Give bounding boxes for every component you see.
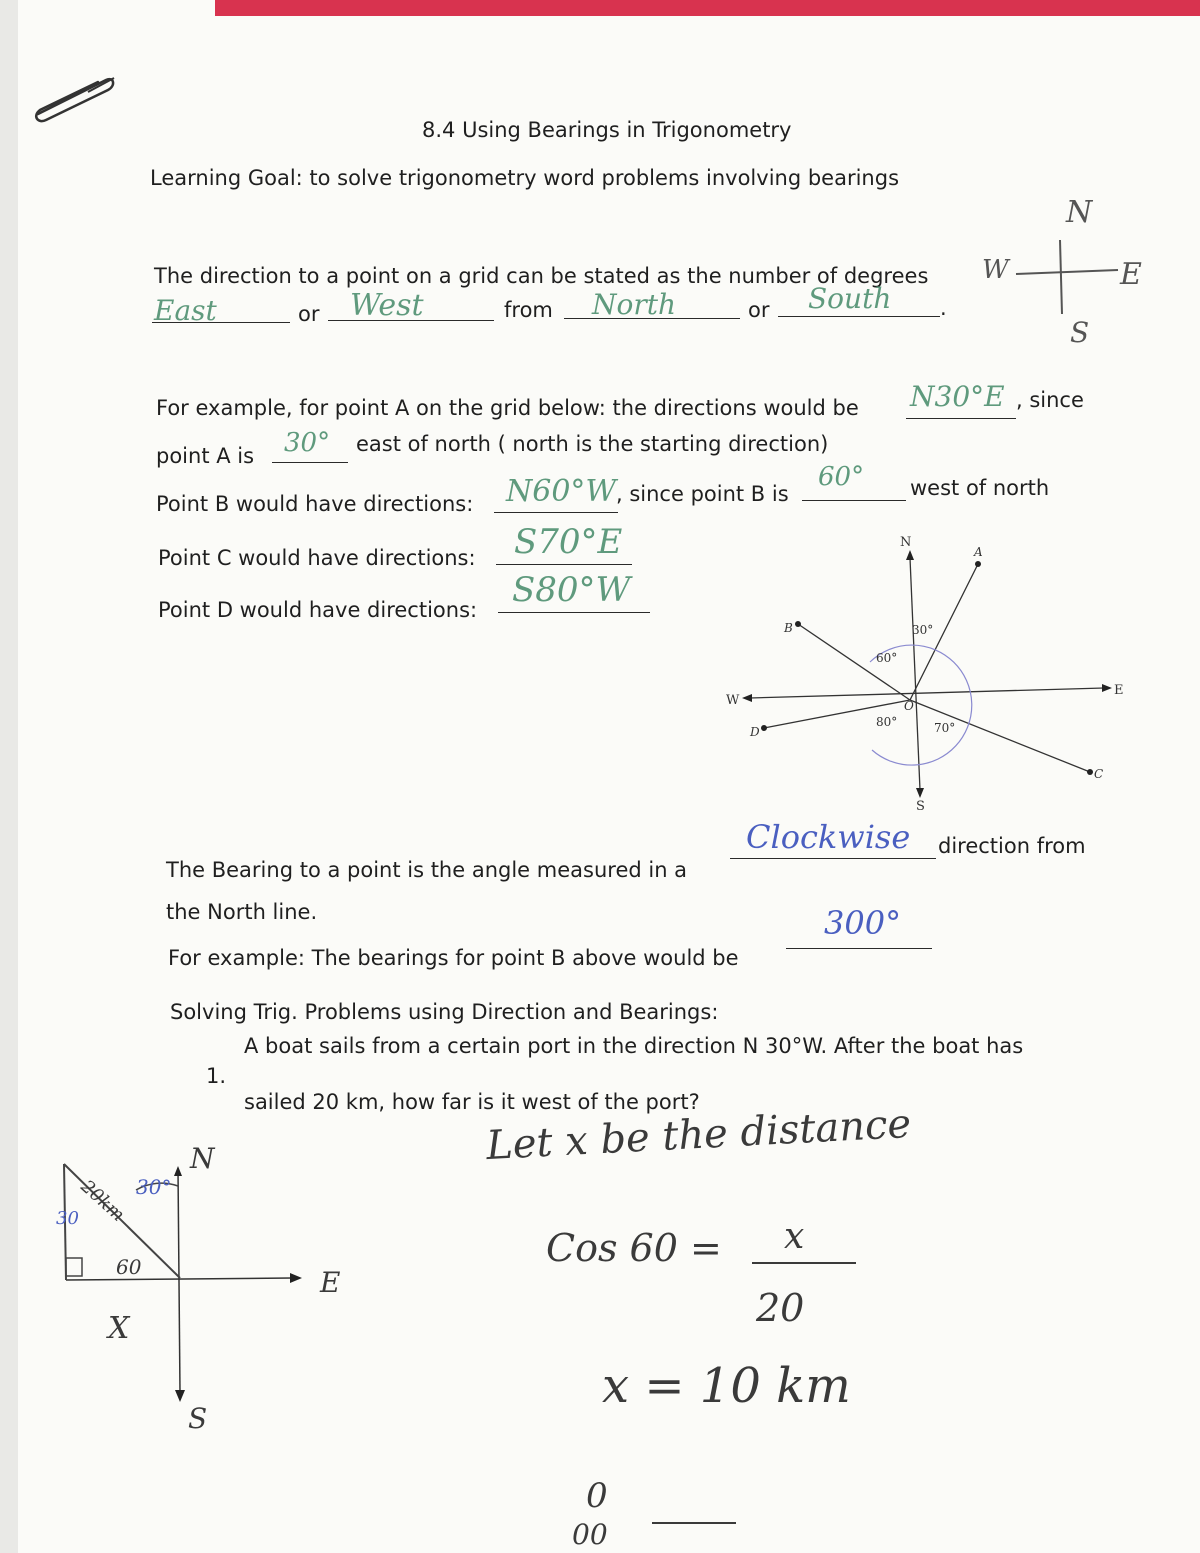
work-dash (652, 1522, 736, 1524)
sketch-hyp: 20km (76, 1176, 129, 1226)
sketch-angle-30-top: 30° (136, 1175, 172, 1199)
blank-south (778, 316, 940, 317)
margin-compass-n: N (1066, 195, 1093, 230)
point-b-label: Point B would have directions: (156, 492, 474, 516)
problem-1-line-2: sailed 20 km, how far is it west of the port? (244, 1090, 700, 1114)
work-let-line: Let x be the distance (485, 1100, 913, 1170)
answer-d-direction: S80°W (512, 570, 631, 610)
blank-b-angle (802, 500, 906, 501)
bearing-example: For example: The bearings for point B above would be (168, 946, 739, 970)
point-b-since: , since point B is (616, 482, 789, 506)
sketch-angle-60: 60 (116, 1255, 142, 1279)
paperclip-icon (28, 68, 118, 124)
grid-point-b: B (784, 621, 793, 635)
answer-c-direction: S70°E (514, 522, 623, 562)
margin-compass-s: S (1070, 316, 1090, 348)
blank-b-direction (494, 512, 618, 513)
period: . (940, 296, 947, 320)
example-line-2a: point A is (156, 444, 255, 468)
blank-bearing-direction (730, 858, 936, 859)
work-numerator: x (784, 1216, 805, 1257)
bearing-sentence-b: direction from (938, 834, 1086, 858)
grid-label-s: S (916, 799, 925, 814)
margin-compass-e: E (1120, 257, 1142, 292)
grid-angle-70: 70° (934, 721, 956, 735)
answer-300: 300° (824, 904, 902, 942)
sketch-label-e: E (320, 1266, 341, 1299)
top-color-band (215, 0, 1200, 16)
grid-label-e: E (1114, 683, 1124, 698)
problem-1-line-1: A boat sails from a certain port in the direction N 30°W. After the boat has (244, 1034, 1024, 1058)
answer-north: North (592, 288, 677, 321)
grid-angle-30: 30° (912, 623, 934, 637)
grid-axes (750, 558, 1104, 790)
work-scribble-top: 0 (586, 1476, 608, 1516)
point-b-tail: west of north (910, 476, 1050, 500)
answer-east: East (154, 294, 217, 327)
answer-a-angle: 30° (284, 428, 331, 458)
example-since: , since (1016, 388, 1084, 412)
margin-compass-w: W (982, 255, 1009, 285)
grid-label-n: N (900, 535, 912, 550)
bearing-grid-diagram (720, 528, 1140, 818)
word-or-1: or (298, 302, 320, 326)
fraction-bar (752, 1262, 856, 1264)
grid-origin: O (904, 699, 914, 713)
answer-west: West (350, 288, 424, 323)
grid-point-a: A (974, 545, 983, 559)
sketch-label-n: N (190, 1142, 215, 1175)
blank-a-angle (272, 462, 348, 463)
answer-south: South (808, 282, 892, 315)
blank-a-direction (906, 418, 1016, 419)
blank-c-direction (496, 564, 632, 565)
margin-compass-icon (978, 188, 1148, 348)
work-cos-left: Cos 60 = (546, 1226, 722, 1270)
answer-a-direction: N30°E (910, 380, 1005, 413)
bearing-sentence-c: the North line. (166, 900, 318, 924)
bearing-sentence-a: The Bearing to a point is the angle measured in a (166, 858, 688, 882)
blank-d-direction (498, 612, 650, 613)
work-denominator: 20 (756, 1286, 805, 1330)
page-title: 8.4 Using Bearings in Trigonometry (422, 118, 792, 142)
sketch-label-s: S (188, 1402, 208, 1430)
sketch-label-x: X (108, 1311, 130, 1346)
grid-angle-60: 60° (876, 651, 898, 665)
grid-angle-80: 80° (876, 715, 898, 729)
example-line-1: For example, for point A on the grid below: the directions would be (156, 396, 859, 420)
example-line-2b: east of north ( north is the starting direction) (356, 432, 829, 456)
point-c-label: Point C would have directions: (158, 546, 476, 570)
point-d-label: Point D would have directions: (158, 598, 478, 622)
answer-b-angle: 60° (818, 462, 865, 492)
work-result: x = 10 km (602, 1358, 851, 1414)
grid-point-d: D (750, 725, 760, 739)
problem-1-number: 1. (206, 1064, 227, 1088)
direction-sentence: The direction to a point on a grid can be stated as the number of degrees (154, 264, 929, 288)
grid-point-c: C (1094, 767, 1104, 781)
answer-clockwise: Clockwise (746, 818, 911, 856)
work-scribble-bottom: 00 (572, 1518, 608, 1551)
grid-arrowheads (742, 550, 1112, 798)
word-or-2: or (748, 298, 770, 322)
sketch-angle-30-side: 30 (56, 1208, 79, 1229)
grid-points (761, 561, 1093, 775)
grid-label-w: W (726, 693, 740, 708)
answer-b-direction: N60°W (506, 474, 617, 509)
boat-sketch-diagram (50, 1130, 380, 1430)
blank-bearing-value (786, 948, 932, 949)
learning-goal: Learning Goal: to solve trigonometry word problems involving bearings (150, 166, 900, 190)
section-heading: Solving Trig. Problems using Direction and Bearings: (170, 1000, 719, 1024)
word-from: from (504, 298, 553, 322)
